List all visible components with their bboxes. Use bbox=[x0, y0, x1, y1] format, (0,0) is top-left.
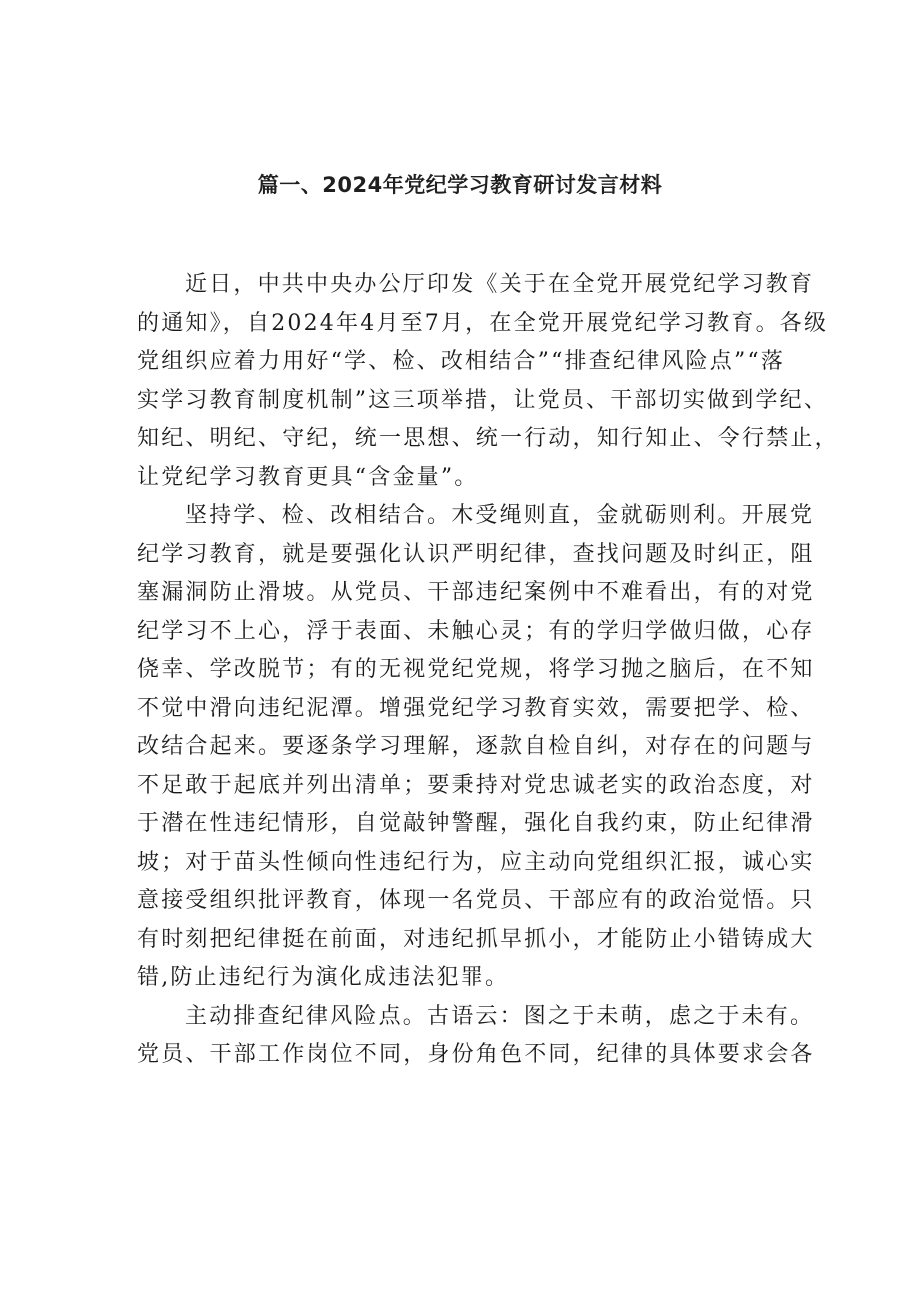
paragraph-line: 错,防止违纪行为演化成违法犯罪。 bbox=[137, 965, 510, 990]
paragraph-intro bbox=[137, 266, 839, 497]
paragraph-line: 坡；对于苗头性倾向性违纪行为，应主动向党组织汇报，诚心实 bbox=[137, 849, 815, 875]
paragraph-line: 党员、干部工作岗位不同，身份角色不同，纪律的具体要求会各 bbox=[137, 1042, 815, 1067]
paragraph-study-check-correct bbox=[137, 497, 815, 998]
paragraph-line: 有时刻把纪律挺在前面，对违纪抓早抓小，才能防止小错铸成大 bbox=[137, 926, 815, 952]
paragraph-line: 知纪、明纪、守纪，统一思想、统一行动，知行知止、令行禁止， bbox=[137, 426, 839, 451]
paragraph-risk-points bbox=[137, 998, 815, 1075]
paragraph-line: 让党纪学习教育更具“含金量”。 bbox=[137, 464, 479, 490]
paragraph-line: 塞漏洞防止滑坡。从党员、干部违纪案例中不难看出，有的对党 bbox=[137, 580, 815, 605]
paragraph-line: 主动排查纪律风险点。古语云：图之于未萌，虑之于未有。 bbox=[185, 1003, 815, 1029]
paragraph-line: 党组织应着力用好“学、检、改相结合”“排查纪律风险点”“落 bbox=[137, 349, 786, 374]
paragraph-line: 不足敢于起底并列出清单；要秉持对党忠诚老实的政治态度，对 bbox=[137, 772, 815, 798]
paragraph-line: 纪学习教育，就是要强化认识严明纪律，查找问题及时纠正，阻 bbox=[137, 541, 815, 567]
paragraph-line: 近日，中共中央办公厅印发《关于在全党开展党纪学习教育 bbox=[185, 272, 815, 297]
paragraph-line: 于潜在性违纪情形，自觉敲钟警醒，强化自我约束，防止纪律滑 bbox=[137, 811, 815, 836]
paragraph-line: 不觉中滑向违纪泥潭。增强党纪学习教育实效，需要把学、检、 bbox=[137, 695, 815, 721]
document-body bbox=[137, 266, 839, 1075]
paragraph-line: 改结合起来。要逐条学习理解，逐款自检自纠，对存在的问题与 bbox=[137, 734, 815, 759]
paragraph-line: 的通知》，自2024年4月至7月，在全党开展党纪学习教育。各级 bbox=[137, 310, 829, 336]
paragraph-line: 实学习教育制度机制”这三项举措，让党员、干部切实做到学纪、 bbox=[137, 387, 829, 413]
paragraph-line: 纪学习不上心，浮于表面、未触心灵；有的学归学做归做，心存 bbox=[137, 618, 815, 644]
paragraph-line: 坚持学、检、改相结合。木受绳则直，金就砺则利。开展党 bbox=[185, 503, 815, 528]
paragraph-line: 意接受组织批评教育，体现一名党员、干部应有的政治觉悟。只 bbox=[137, 888, 815, 913]
document-title: 篇一、2024年党纪学习教育研讨发言材料 bbox=[257, 173, 663, 197]
paragraph-line: 侥幸、学改脱节；有的无视党纪党规，将学习抛之脑后，在不知 bbox=[137, 657, 815, 682]
